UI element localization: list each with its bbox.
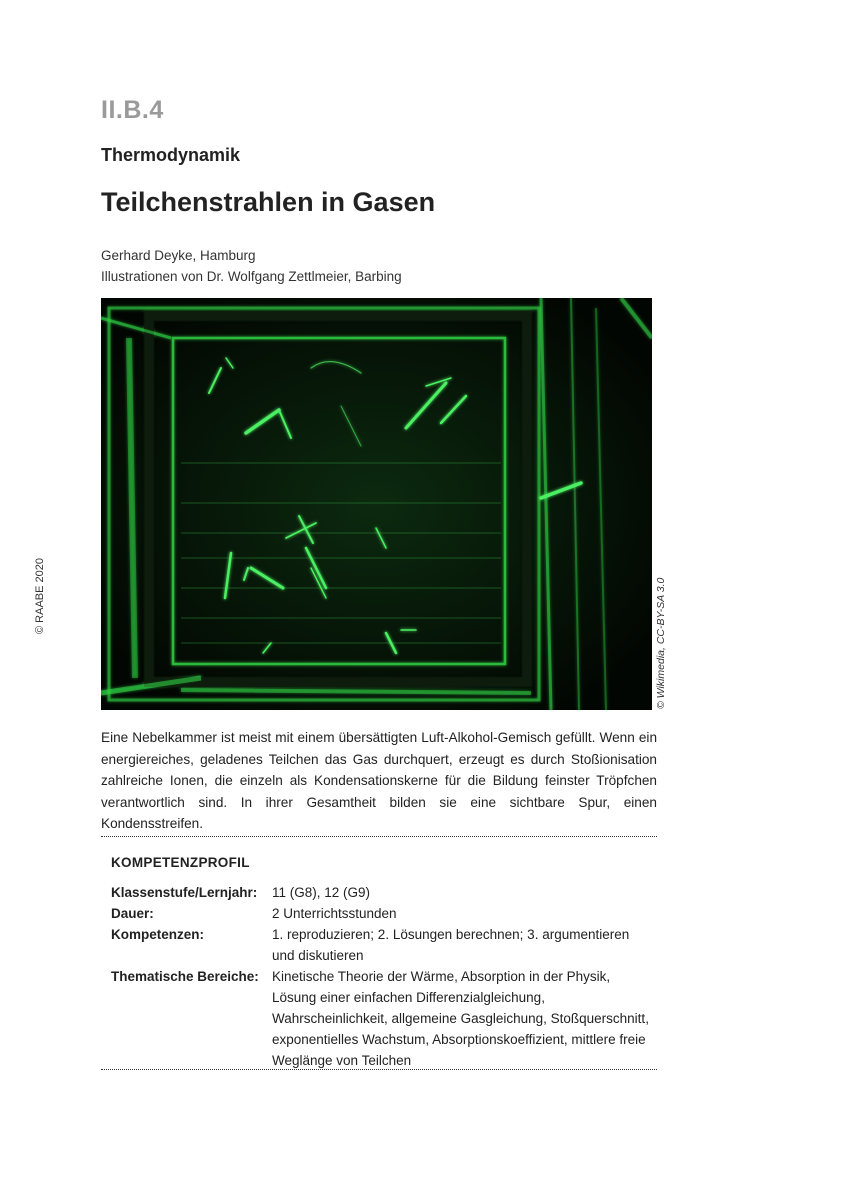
side-copyright: © RAABE 2020 [34,558,46,634]
competence-profile-title: KOMPETENZPROFIL [111,855,250,870]
description-paragraph: Eine Nebelkammer ist meist mit einem übersättigten Luft-Alkohol-Gemisch gefüllt. Wenn ein energiereiches, geladenes Teilchen das Gas durchquert, erzeugt es durch Stoßionisation zahlreiche Ionen, die einzeln als Kondensationskerne für die Bildung feinster Tröpfchen verantwortlich sind. In ihrer Gesamtheit bilden sie eine sichtbare Spur, einen Kondensstreifen. [101,730,657,831]
profile-row-value: Kinetische Theorie der Wärme, Absorption in der Physik, Lösung einer einfachen Differenzialgleichung, Wahrscheinlichkeit, allgemeine Gasgleichung, Stoßquerschnitt, exponentielles Wachstum, Absorptionskoeffizient, mittlere freie Weglänge von Teilchen [272,969,649,1068]
divider-bottom [101,1069,657,1070]
section-code: II.B.4 [101,96,164,124]
profile-row-label: Dauer: [111,906,154,921]
cloud-chamber-photo [101,298,652,710]
profile-row-label: Thematische Bereiche: [111,969,259,984]
profile-row-grade [111,882,651,903]
author-name: Gerhard Deyke, Hamburg [101,248,256,263]
profile-row-topics [111,966,651,1071]
profile-row-duration [111,903,651,924]
profile-row-value: 11 (G8), 12 (G9) [272,885,371,900]
cloud-chamber-illustration [101,298,652,710]
divider-top [101,836,657,837]
profile-row-competences [111,924,651,966]
author-block [101,245,402,287]
profile-row-value: 2 Unterrichtsstunden [272,906,397,921]
illustrator-name: Illustrationen von Dr. Wolfgang Zettlmeier, Barbing [101,269,402,284]
subject-heading: Thermodynamik [101,145,241,165]
photo-credit: © Wikimedia, CC-BY-SA 3.0 [655,577,667,709]
page-title: Teilchenstrahlen in Gasen [101,187,436,217]
profile-row-label: Klassenstufe/Lernjahr: [111,885,258,900]
profile-row-value: 1. reproduzieren; 2. Lösungen berechnen; 3. argumentieren und diskutieren [272,927,630,963]
profile-row-label: Kompetenzen: [111,927,205,942]
